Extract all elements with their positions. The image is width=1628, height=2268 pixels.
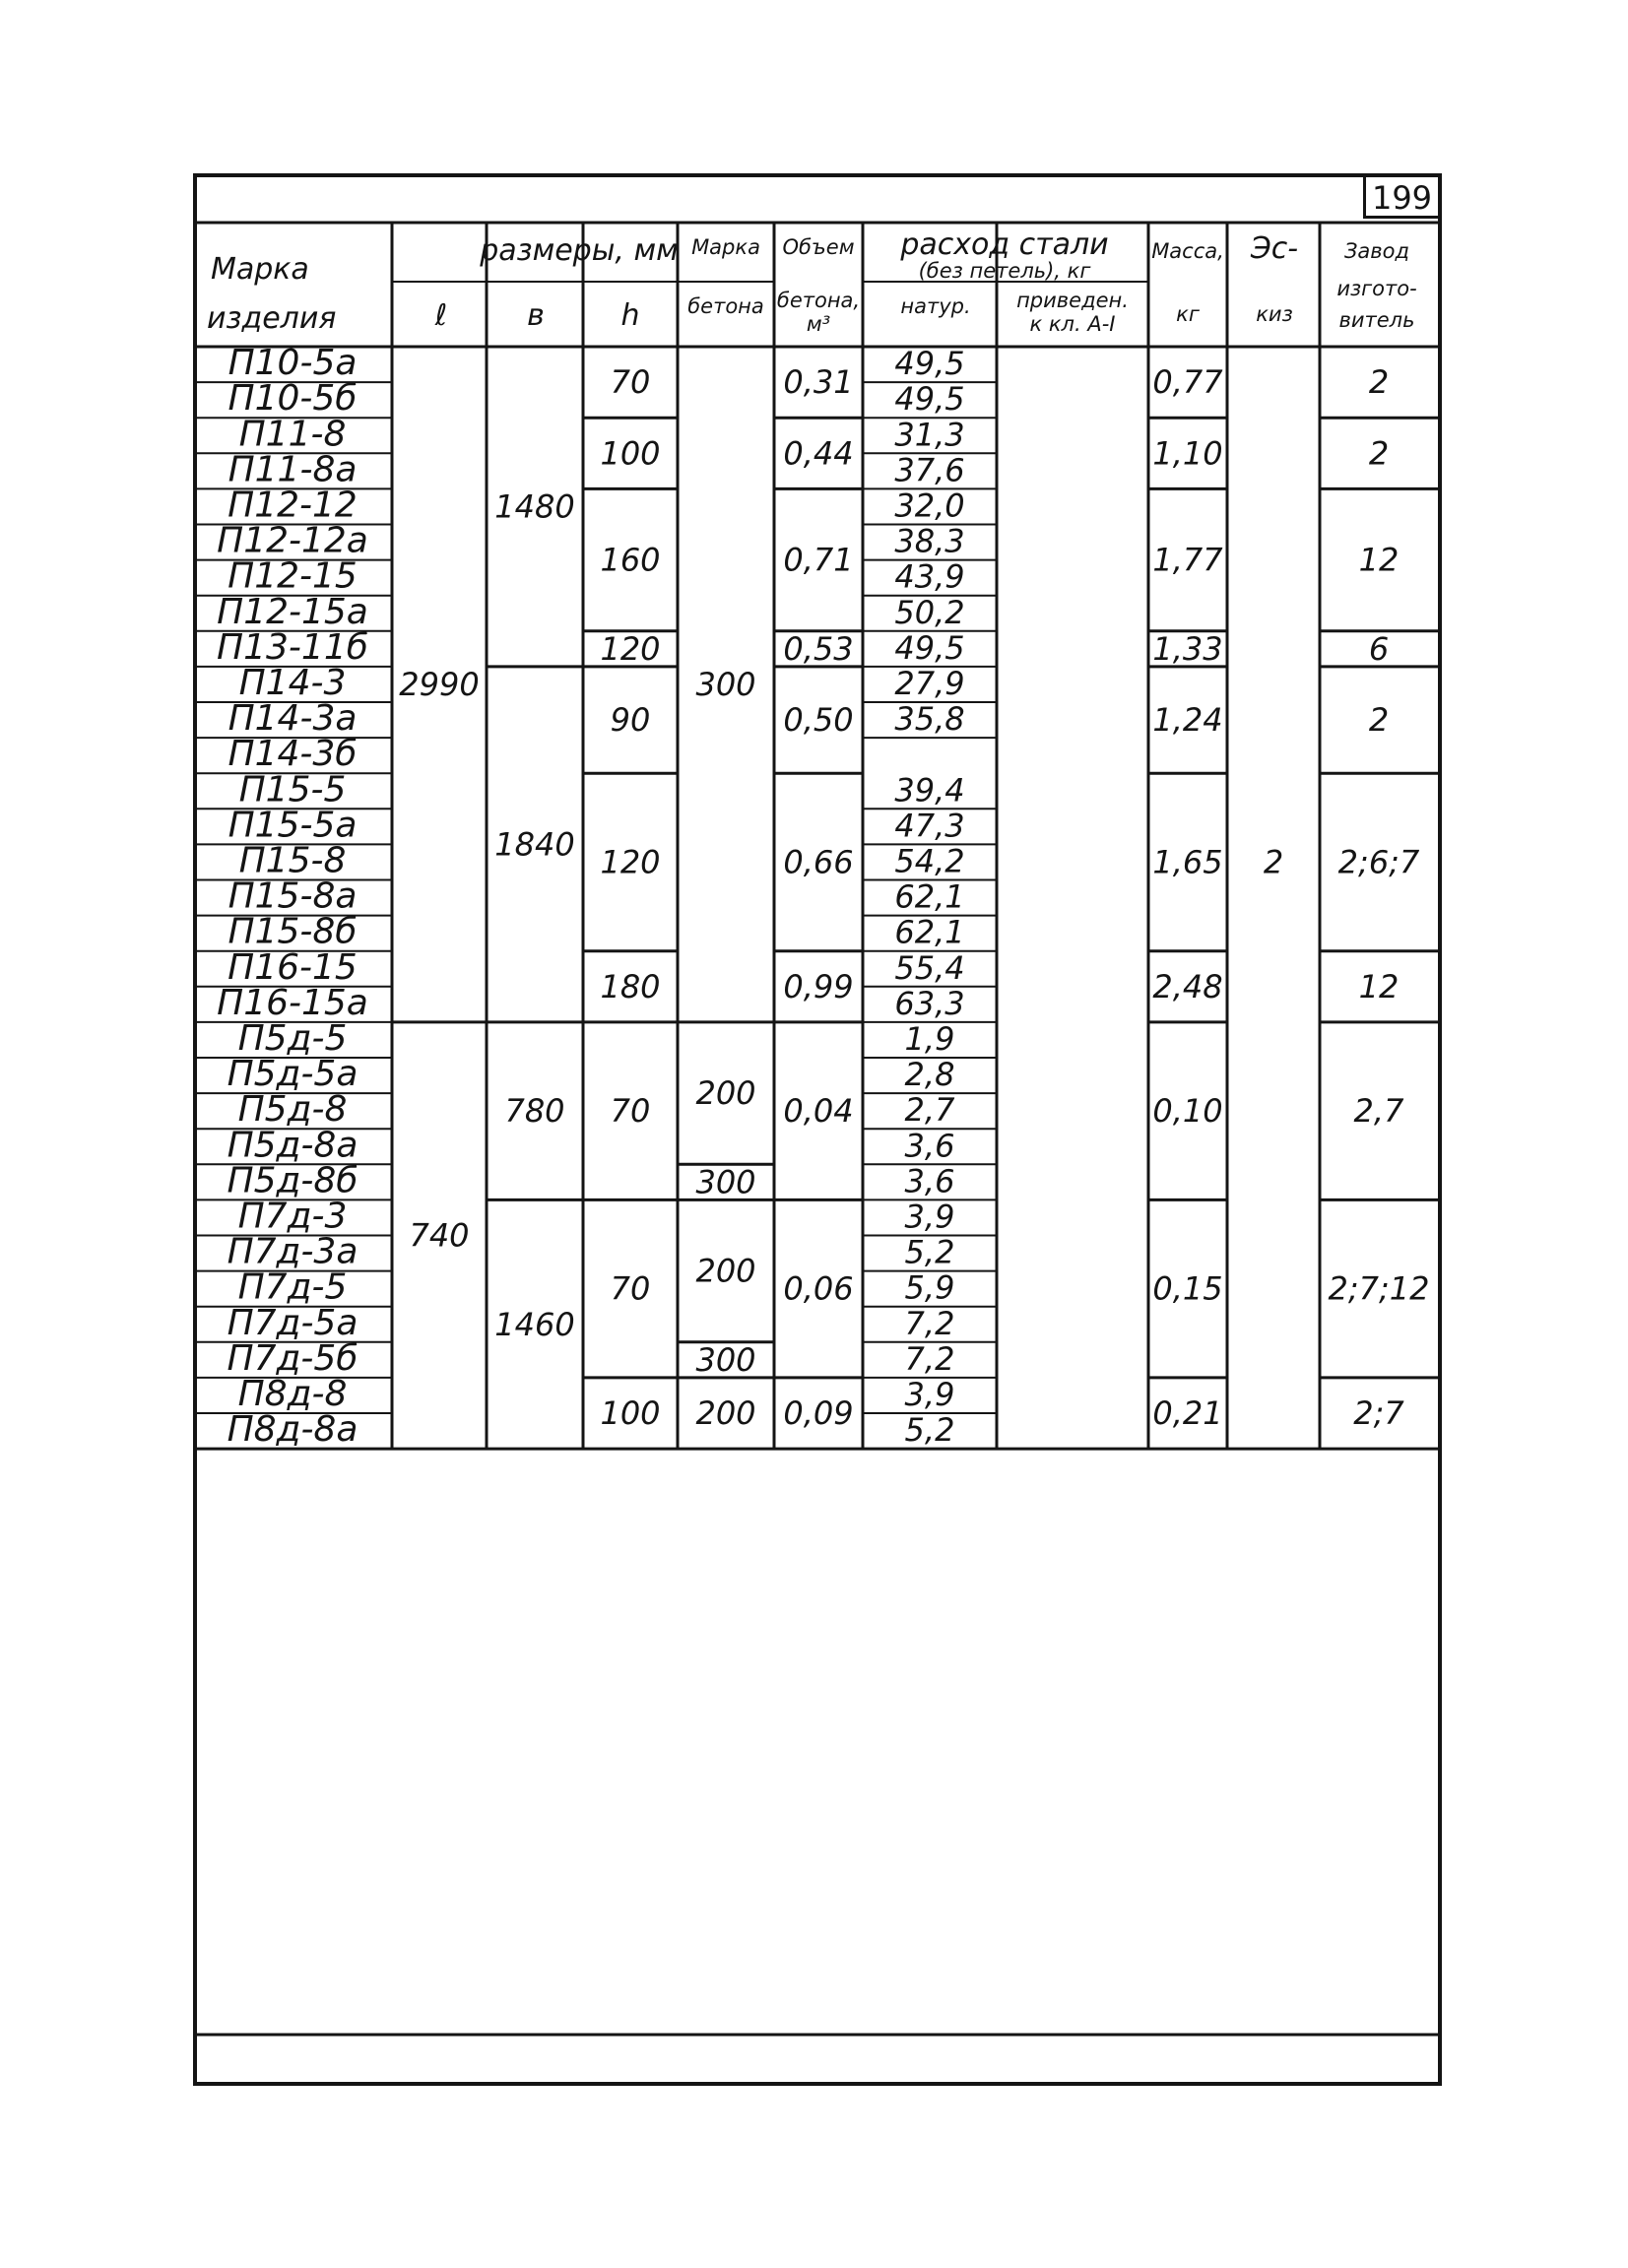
product-mark: П5д-5а — [227, 1054, 358, 1095]
page-number: 199 — [1363, 177, 1438, 219]
steel-natural-value: 3,9 — [904, 1198, 955, 1236]
header-factory-line3: витель — [1338, 308, 1415, 332]
mass-value: 0,10 — [1152, 1092, 1223, 1131]
length-value: 740 — [409, 1216, 470, 1255]
steel-natural-value: 49,5 — [894, 380, 965, 419]
steel-natural-value: 3,9 — [904, 1376, 955, 1413]
concrete-grade-value: 300 — [695, 1163, 756, 1201]
concrete-grade-value: 200 — [695, 1394, 756, 1432]
steel-natural-value: 3,6 — [904, 1162, 955, 1200]
product-mark: П15-8б — [228, 911, 358, 952]
width-value: 780 — [504, 1092, 565, 1131]
concrete-volume-value: 0,50 — [783, 701, 854, 740]
factory-value: 2;7 — [1353, 1394, 1404, 1432]
product-mark: П16-15 — [228, 946, 358, 988]
steel-natural-value: 49,5 — [894, 628, 965, 667]
header-mark-line2: изделия — [207, 301, 337, 336]
header-mass-line1: Масса, — [1151, 239, 1224, 263]
width-value: 1460 — [494, 1305, 575, 1343]
product-mark: П8д-8а — [227, 1409, 358, 1451]
steel-natural-value: 39,4 — [894, 771, 965, 810]
product-mark: П15-5 — [238, 769, 347, 810]
mass-value: 1,77 — [1152, 541, 1223, 579]
height-value: 160 — [600, 541, 661, 579]
height-value: 180 — [600, 967, 661, 1005]
concrete-volume-value: 0,09 — [783, 1394, 854, 1432]
product-mark: П7д-5а — [227, 1302, 358, 1343]
product-mark: П12-12 — [228, 485, 358, 526]
product-mark: П14-3б — [228, 734, 358, 775]
table-cells — [217, 343, 1429, 1450]
product-mark: П5д-8а — [227, 1125, 358, 1166]
mass-value: 1,10 — [1152, 434, 1223, 473]
mass-value: 0,21 — [1152, 1394, 1223, 1432]
mass-value: 1,33 — [1152, 629, 1223, 668]
concrete-volume-value: 0,04 — [783, 1092, 854, 1131]
steel-natural-value: 1,9 — [904, 1020, 955, 1058]
mass-value: 1,24 — [1152, 701, 1223, 740]
header-factory-line1: Завод — [1343, 239, 1410, 263]
header-sketch-line2: киз — [1256, 302, 1293, 326]
header-length: ℓ — [434, 298, 448, 333]
mass-value: 1,65 — [1152, 843, 1223, 881]
product-mark: П7д-5 — [237, 1266, 348, 1308]
concrete-volume-value: 0,53 — [783, 629, 854, 668]
product-mark: П16-15а — [217, 982, 368, 1023]
steel-natural-value: 3,6 — [904, 1127, 955, 1165]
product-mark: П7д-3 — [237, 1196, 348, 1237]
product-mark: П7д-5б — [227, 1337, 358, 1379]
product-mark: П12-15 — [228, 555, 358, 597]
concrete-volume-value: 0,44 — [783, 434, 854, 473]
product-mark: П5д-8 — [237, 1089, 348, 1131]
factory-value: 2 — [1368, 701, 1390, 740]
product-mark: П15-8 — [238, 840, 347, 881]
product-mark: П15-5а — [228, 805, 358, 846]
steel-natural-value: 5,9 — [904, 1268, 955, 1307]
steel-natural-value: 7,2 — [904, 1304, 955, 1342]
header-steel-reduced-line1: приведен. — [1016, 289, 1129, 312]
steel-natural-value: 27,9 — [894, 665, 965, 702]
mass-value: 0,77 — [1152, 363, 1223, 402]
height-value: 70 — [610, 1269, 651, 1308]
height-value: 70 — [610, 1092, 651, 1131]
concrete-volume-value: 0,99 — [783, 967, 854, 1005]
steel-natural-value: 35,8 — [894, 700, 965, 739]
steel-natural-value: 32,0 — [894, 486, 965, 525]
steel-natural-value: 31,3 — [894, 416, 965, 454]
steel-natural-value: 47,3 — [894, 807, 965, 845]
steel-natural-value: 54,2 — [894, 842, 965, 880]
product-mark: П14-3 — [238, 663, 347, 703]
steel-natural-value: 63,3 — [894, 984, 965, 1022]
factory-value: 2 — [1368, 363, 1390, 402]
steel-natural-value: 50,2 — [894, 593, 965, 631]
height-value: 100 — [600, 434, 661, 473]
steel-natural-value: 5,2 — [904, 1411, 955, 1450]
length-value: 2990 — [399, 665, 480, 703]
header-steel-line2: (без петель), кг — [918, 259, 1091, 283]
height-value: 70 — [610, 363, 651, 402]
steel-natural-value: 49,5 — [894, 345, 965, 383]
steel-natural-value: 43,9 — [894, 557, 965, 596]
factory-value: 6 — [1368, 629, 1390, 668]
header-sketch-line1: Эс- — [1250, 231, 1299, 266]
header-volume-line3: м³ — [806, 312, 831, 336]
height-value: 120 — [600, 843, 661, 881]
header-volume-line1: Объем — [782, 235, 855, 259]
steel-natural-value: 37,6 — [894, 451, 965, 489]
mass-value: 0,15 — [1152, 1269, 1223, 1308]
header-volume-line2: бетона, — [776, 289, 861, 312]
header-steel-line1: расход стали — [900, 227, 1109, 262]
steel-natural-value: 5,2 — [904, 1233, 955, 1271]
header-steel-reduced-line2: к кл. А-I — [1029, 312, 1116, 336]
width-value: 1480 — [494, 487, 575, 526]
height-value: 120 — [600, 629, 661, 668]
concrete-grade-value: 300 — [695, 1340, 756, 1379]
concrete-grade-value: 200 — [695, 1252, 756, 1290]
steel-natural-value: 2,7 — [904, 1091, 955, 1130]
product-mark: П11-8а — [228, 449, 358, 490]
product-mark: П10-5а — [228, 343, 358, 384]
header-width: в — [527, 298, 545, 333]
header-mark-line1: Марка — [211, 252, 309, 287]
header-dimensions: размеры, мм — [480, 233, 679, 268]
height-value: 90 — [610, 701, 651, 740]
sketch-value: 2 — [1263, 843, 1284, 881]
product-mark: П12-12а — [217, 520, 368, 561]
width-value: 1840 — [494, 825, 575, 864]
product-mark: П14-3а — [228, 698, 358, 740]
concrete-grade-value: 300 — [695, 665, 756, 703]
factory-value: 2;7;12 — [1328, 1269, 1430, 1308]
product-mark: П5д-5 — [237, 1018, 348, 1059]
steel-natural-value: 55,4 — [894, 948, 965, 987]
factory-value: 12 — [1358, 541, 1400, 579]
steel-natural-value: 62,1 — [894, 913, 965, 951]
mass-value: 2,48 — [1152, 967, 1223, 1005]
concrete-volume-value: 0,66 — [783, 843, 854, 881]
factory-value: 2;6;7 — [1337, 843, 1420, 881]
product-mark: П15-8а — [228, 875, 358, 917]
factory-value: 12 — [1358, 967, 1400, 1005]
header-factory-line2: изгото- — [1336, 277, 1417, 300]
table-header — [207, 227, 1417, 336]
steel-natural-value: 62,1 — [894, 877, 965, 916]
header-height: h — [620, 298, 640, 333]
concrete-grade-value: 200 — [695, 1074, 756, 1113]
height-value: 100 — [600, 1394, 661, 1432]
steel-natural-value: 7,2 — [904, 1339, 955, 1378]
factory-value: 2 — [1368, 434, 1390, 473]
product-mark: П12-15а — [217, 591, 368, 632]
product-mark: П7д-3а — [227, 1231, 358, 1272]
header-grade-line2: бетона — [687, 294, 764, 318]
product-mark: П11-8 — [238, 414, 347, 455]
product-mark: П10-5б — [228, 378, 358, 420]
concrete-volume-value: 0,31 — [783, 363, 854, 402]
product-mark: П13-11б — [217, 626, 368, 668]
header-steel-natural: натур. — [900, 294, 971, 318]
concrete-volume-value: 0,71 — [783, 541, 854, 579]
header-mass-line2: кг — [1176, 302, 1200, 326]
factory-value: 2,7 — [1353, 1092, 1404, 1131]
concrete-volume-value: 0,06 — [783, 1269, 854, 1308]
header-grade-line1: Марка — [691, 235, 760, 259]
steel-natural-value: 2,8 — [904, 1056, 955, 1094]
product-mark: П8д-8 — [237, 1374, 348, 1414]
steel-natural-value: 38,3 — [894, 522, 965, 560]
product-mark: П5д-8б — [227, 1160, 358, 1201]
